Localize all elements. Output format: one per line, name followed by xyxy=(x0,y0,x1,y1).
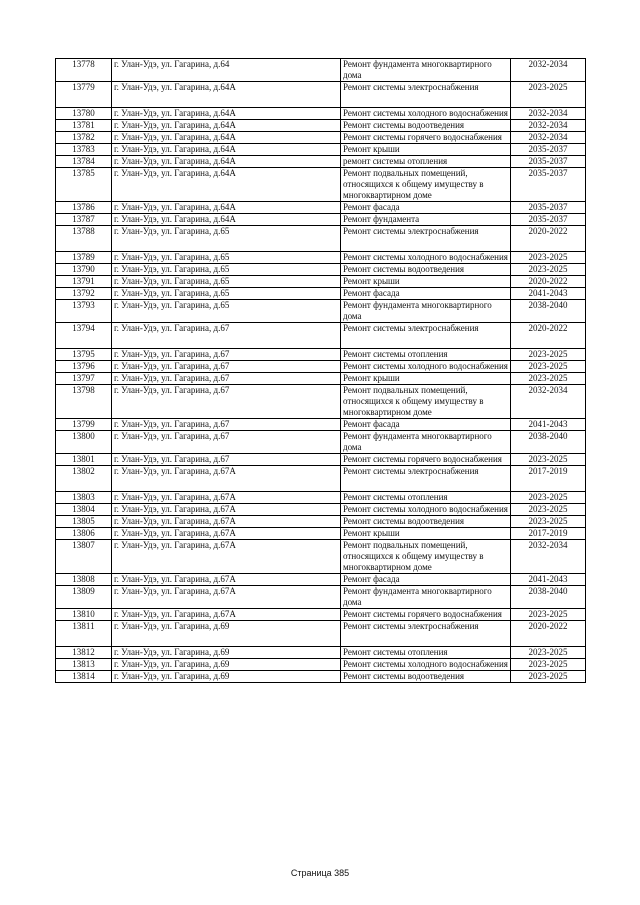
work-type-cell: Ремонт системы холодного водоснабжения xyxy=(341,504,511,516)
row-number-cell: 13789 xyxy=(56,252,112,264)
table-row xyxy=(56,373,586,385)
table-row xyxy=(56,264,586,276)
work-type-cell: Ремонт фасада xyxy=(341,419,511,431)
period-cell: 2032-2034 xyxy=(511,108,586,120)
address-cell: г. Улан-Удэ, ул. Гагарина, д.64А xyxy=(112,120,341,132)
address-cell: г. Улан-Удэ, ул. Гагарина, д.64А xyxy=(112,168,341,202)
row-number-cell: 13781 xyxy=(56,120,112,132)
address-cell: г. Улан-Удэ, ул. Гагарина, д.67 xyxy=(112,349,341,361)
work-type-cell: Ремонт системы горячего водоснабжения xyxy=(341,132,511,144)
row-number-cell: 13795 xyxy=(56,349,112,361)
work-type-cell: Ремонт крыши xyxy=(341,373,511,385)
address-cell: г. Улан-Удэ, ул. Гагарина, д.67 xyxy=(112,323,341,349)
address-cell: г. Улан-Удэ, ул. Гагарина, д.67А xyxy=(112,466,341,492)
row-number-cell: 13810 xyxy=(56,609,112,621)
work-type-cell: Ремонт фундамента многоквартирного дома xyxy=(341,586,511,609)
period-cell: 2023-2025 xyxy=(511,671,586,683)
period-cell: 2020-2022 xyxy=(511,276,586,288)
period-cell: 2041-2043 xyxy=(511,574,586,586)
address-cell: г. Улан-Удэ, ул. Гагарина, д.67А xyxy=(112,586,341,609)
address-cell: г. Улан-Удэ, ул. Гагарина, д.64 xyxy=(112,59,341,82)
table-row xyxy=(56,59,586,82)
table-row xyxy=(56,586,586,609)
address-cell: г. Улан-Удэ, ул. Гагарина, д.67А xyxy=(112,504,341,516)
period-cell: 2032-2034 xyxy=(511,132,586,144)
table-row xyxy=(56,349,586,361)
row-number-cell: 13811 xyxy=(56,621,112,647)
table-row xyxy=(56,288,586,300)
address-cell: г. Улан-Удэ, ул. Гагарина, д.67А xyxy=(112,516,341,528)
period-cell: 2035-2037 xyxy=(511,144,586,156)
table-row xyxy=(56,144,586,156)
period-cell: 2032-2034 xyxy=(511,540,586,574)
period-cell: 2032-2034 xyxy=(511,120,586,132)
table-row xyxy=(56,492,586,504)
address-cell: г. Улан-Удэ, ул. Гагарина, д.65 xyxy=(112,300,341,323)
row-number-cell: 13808 xyxy=(56,574,112,586)
row-number-cell: 13785 xyxy=(56,168,112,202)
table-row xyxy=(56,659,586,671)
row-number-cell: 13814 xyxy=(56,671,112,683)
period-cell: 2023-2025 xyxy=(511,504,586,516)
period-cell: 2038-2040 xyxy=(511,586,586,609)
address-cell: г. Улан-Удэ, ул. Гагарина, д.67 xyxy=(112,431,341,454)
period-cell: 2020-2022 xyxy=(511,621,586,647)
row-number-cell: 13800 xyxy=(56,431,112,454)
works-table xyxy=(55,58,586,683)
work-type-cell: Ремонт системы отопления xyxy=(341,492,511,504)
work-type-cell: Ремонт системы холодного водоснабжения xyxy=(341,108,511,120)
period-cell: 2023-2025 xyxy=(511,349,586,361)
table-row xyxy=(56,454,586,466)
work-type-cell: Ремонт системы электроснабжения xyxy=(341,466,511,492)
work-type-cell: Ремонт системы холодного водоснабжения xyxy=(341,659,511,671)
work-type-cell: Ремонт фундамента многоквартирного дома xyxy=(341,300,511,323)
work-type-cell: Ремонт фасада xyxy=(341,288,511,300)
row-number-cell: 13790 xyxy=(56,264,112,276)
address-cell: г. Улан-Удэ, ул. Гагарина, д.64А xyxy=(112,144,341,156)
row-number-cell: 13807 xyxy=(56,540,112,574)
period-cell: 2023-2025 xyxy=(511,373,586,385)
work-type-cell: Ремонт фундамента многоквартирного дома xyxy=(341,431,511,454)
address-cell: г. Улан-Удэ, ул. Гагарина, д.65 xyxy=(112,276,341,288)
row-number-cell: 13805 xyxy=(56,516,112,528)
table-row xyxy=(56,574,586,586)
table-row xyxy=(56,202,586,214)
work-type-cell: Ремонт системы водоотведения xyxy=(341,120,511,132)
address-cell: г. Улан-Удэ, ул. Гагарина, д.64А xyxy=(112,202,341,214)
work-type-cell: Ремонт фасада xyxy=(341,574,511,586)
table-row xyxy=(56,82,586,108)
period-cell: 2032-2034 xyxy=(511,385,586,419)
work-type-cell: Ремонт системы водоотведения xyxy=(341,516,511,528)
table-row xyxy=(56,647,586,659)
address-cell: г. Улан-Удэ, ул. Гагарина, д.67А xyxy=(112,528,341,540)
work-type-cell: Ремонт системы электроснабжения xyxy=(341,226,511,252)
address-cell: г. Улан-Удэ, ул. Гагарина, д.67 xyxy=(112,373,341,385)
address-cell: г. Улан-Удэ, ул. Гагарина, д.67А xyxy=(112,574,341,586)
address-cell: г. Улан-Удэ, ул. Гагарина, д.67А xyxy=(112,609,341,621)
period-cell: 2041-2043 xyxy=(511,288,586,300)
table-row xyxy=(56,156,586,168)
table-row xyxy=(56,385,586,419)
address-cell: г. Улан-Удэ, ул. Гагарина, д.64А xyxy=(112,82,341,108)
work-type-cell: Ремонт подвальных помещений, относящихся к общему имуществу в многоквартирном доме xyxy=(341,540,511,574)
work-type-cell: Ремонт фасада xyxy=(341,202,511,214)
row-number-cell: 13788 xyxy=(56,226,112,252)
work-type-cell: Ремонт системы электроснабжения xyxy=(341,621,511,647)
table-row xyxy=(56,419,586,431)
work-type-cell: Ремонт фундамента многоквартирного дома xyxy=(341,59,511,82)
row-number-cell: 13799 xyxy=(56,419,112,431)
work-type-cell: Ремонт системы холодного водоснабжения xyxy=(341,252,511,264)
work-type-cell: Ремонт системы горячего водоснабжения xyxy=(341,454,511,466)
period-cell: 2023-2025 xyxy=(511,492,586,504)
address-cell: г. Улан-Удэ, ул. Гагарина, д.65 xyxy=(112,252,341,264)
row-number-cell: 13801 xyxy=(56,454,112,466)
work-type-cell: Ремонт системы горячего водоснабжения xyxy=(341,609,511,621)
address-cell: г. Улан-Удэ, ул. Гагарина, д.67 xyxy=(112,454,341,466)
row-number-cell: 13803 xyxy=(56,492,112,504)
row-number-cell: 13809 xyxy=(56,586,112,609)
table-row xyxy=(56,226,586,252)
row-number-cell: 13793 xyxy=(56,300,112,323)
row-number-cell: 13782 xyxy=(56,132,112,144)
address-cell: г. Улан-Удэ, ул. Гагарина, д.64А xyxy=(112,214,341,226)
address-cell: г. Улан-Удэ, ул. Гагарина, д.69 xyxy=(112,671,341,683)
address-cell: г. Улан-Удэ, ул. Гагарина, д.69 xyxy=(112,647,341,659)
period-cell: 2035-2037 xyxy=(511,156,586,168)
period-cell: 2017-2019 xyxy=(511,528,586,540)
row-number-cell: 13813 xyxy=(56,659,112,671)
row-number-cell: 13812 xyxy=(56,647,112,659)
work-type-cell: Ремонт крыши xyxy=(341,276,511,288)
address-cell: г. Улан-Удэ, ул. Гагарина, д.65 xyxy=(112,288,341,300)
works-table-body xyxy=(56,59,586,683)
period-cell: 2023-2025 xyxy=(511,659,586,671)
row-number-cell: 13783 xyxy=(56,144,112,156)
row-number-cell: 13802 xyxy=(56,466,112,492)
row-number-cell: 13804 xyxy=(56,504,112,516)
table-row xyxy=(56,108,586,120)
work-type-cell: Ремонт крыши xyxy=(341,528,511,540)
work-type-cell: Ремонт системы холодного водоснабжения xyxy=(341,361,511,373)
work-type-cell: Ремонт системы водоотведения xyxy=(341,264,511,276)
work-type-cell: Ремонт фундамента xyxy=(341,214,511,226)
row-number-cell: 13791 xyxy=(56,276,112,288)
period-cell: 2038-2040 xyxy=(511,431,586,454)
table-row xyxy=(56,300,586,323)
address-cell: г. Улан-Удэ, ул. Гагарина, д.69 xyxy=(112,621,341,647)
row-number-cell: 13784 xyxy=(56,156,112,168)
row-number-cell: 13794 xyxy=(56,323,112,349)
address-cell: г. Улан-Удэ, ул. Гагарина, д.67 xyxy=(112,361,341,373)
address-cell: г. Улан-Удэ, ул. Гагарина, д.69 xyxy=(112,659,341,671)
table-row xyxy=(56,214,586,226)
period-cell: 2023-2025 xyxy=(511,516,586,528)
period-cell: 2035-2037 xyxy=(511,202,586,214)
row-number-cell: 13796 xyxy=(56,361,112,373)
period-cell: 2041-2043 xyxy=(511,419,586,431)
period-cell: 2020-2022 xyxy=(511,323,586,349)
row-number-cell: 13778 xyxy=(56,59,112,82)
table-row xyxy=(56,431,586,454)
address-cell: г. Улан-Удэ, ул. Гагарина, д.64А xyxy=(112,156,341,168)
row-number-cell: 13779 xyxy=(56,82,112,108)
period-cell: 2023-2025 xyxy=(511,609,586,621)
period-cell: 2023-2025 xyxy=(511,361,586,373)
work-type-cell: ремонт системы отопления xyxy=(341,156,511,168)
table-row xyxy=(56,540,586,574)
period-cell: 2023-2025 xyxy=(511,252,586,264)
work-type-cell: Ремонт крыши xyxy=(341,144,511,156)
table-row xyxy=(56,621,586,647)
table-row xyxy=(56,120,586,132)
page-number: Страница 385 xyxy=(290,868,350,878)
table-row xyxy=(56,466,586,492)
table-row xyxy=(56,323,586,349)
period-cell: 2035-2037 xyxy=(511,214,586,226)
row-number-cell: 13787 xyxy=(56,214,112,226)
period-cell: 2023-2025 xyxy=(511,647,586,659)
table-row xyxy=(56,361,586,373)
table-row xyxy=(56,504,586,516)
table-row xyxy=(56,516,586,528)
address-cell: г. Улан-Удэ, ул. Гагарина, д.67 xyxy=(112,385,341,419)
address-cell: г. Улан-Удэ, ул. Гагарина, д.67А xyxy=(112,540,341,574)
address-cell: г. Улан-Удэ, ул. Гагарина, д.64А xyxy=(112,108,341,120)
work-type-cell: Ремонт системы отопления xyxy=(341,647,511,659)
table-row xyxy=(56,252,586,264)
period-cell: 2017-2019 xyxy=(511,466,586,492)
table-row xyxy=(56,276,586,288)
row-number-cell: 13797 xyxy=(56,373,112,385)
work-type-cell: Ремонт подвальных помещений, относящихся к общему имуществу в многоквартирном доме xyxy=(341,168,511,202)
period-cell: 2032-2034 xyxy=(511,59,586,82)
address-cell: г. Улан-Удэ, ул. Гагарина, д.67 xyxy=(112,419,341,431)
table-row xyxy=(56,168,586,202)
address-cell: г. Улан-Удэ, ул. Гагарина, д.65 xyxy=(112,226,341,252)
work-type-cell: Ремонт системы электроснабжения xyxy=(341,82,511,108)
period-cell: 2023-2025 xyxy=(511,82,586,108)
row-number-cell: 13806 xyxy=(56,528,112,540)
row-number-cell: 13780 xyxy=(56,108,112,120)
table-row xyxy=(56,671,586,683)
table-row xyxy=(56,528,586,540)
address-cell: г. Улан-Удэ, ул. Гагарина, д.64А xyxy=(112,132,341,144)
work-type-cell: Ремонт системы электроснабжения xyxy=(341,323,511,349)
period-cell: 2038-2040 xyxy=(511,300,586,323)
address-cell: г. Улан-Удэ, ул. Гагарина, д.65 xyxy=(112,264,341,276)
address-cell: г. Улан-Удэ, ул. Гагарина, д.67А xyxy=(112,492,341,504)
table-row xyxy=(56,609,586,621)
row-number-cell: 13792 xyxy=(56,288,112,300)
period-cell: 2020-2022 xyxy=(511,226,586,252)
table-row xyxy=(56,132,586,144)
period-cell: 2023-2025 xyxy=(511,454,586,466)
period-cell: 2023-2025 xyxy=(511,264,586,276)
row-number-cell: 13786 xyxy=(56,202,112,214)
work-type-cell: Ремонт подвальных помещений, относящихся к общему имуществу в многоквартирном доме xyxy=(341,385,511,419)
work-type-cell: Ремонт системы водоотведения xyxy=(341,671,511,683)
work-type-cell: Ремонт системы отопления xyxy=(341,349,511,361)
row-number-cell: 13798 xyxy=(56,385,112,419)
period-cell: 2035-2037 xyxy=(511,168,586,202)
